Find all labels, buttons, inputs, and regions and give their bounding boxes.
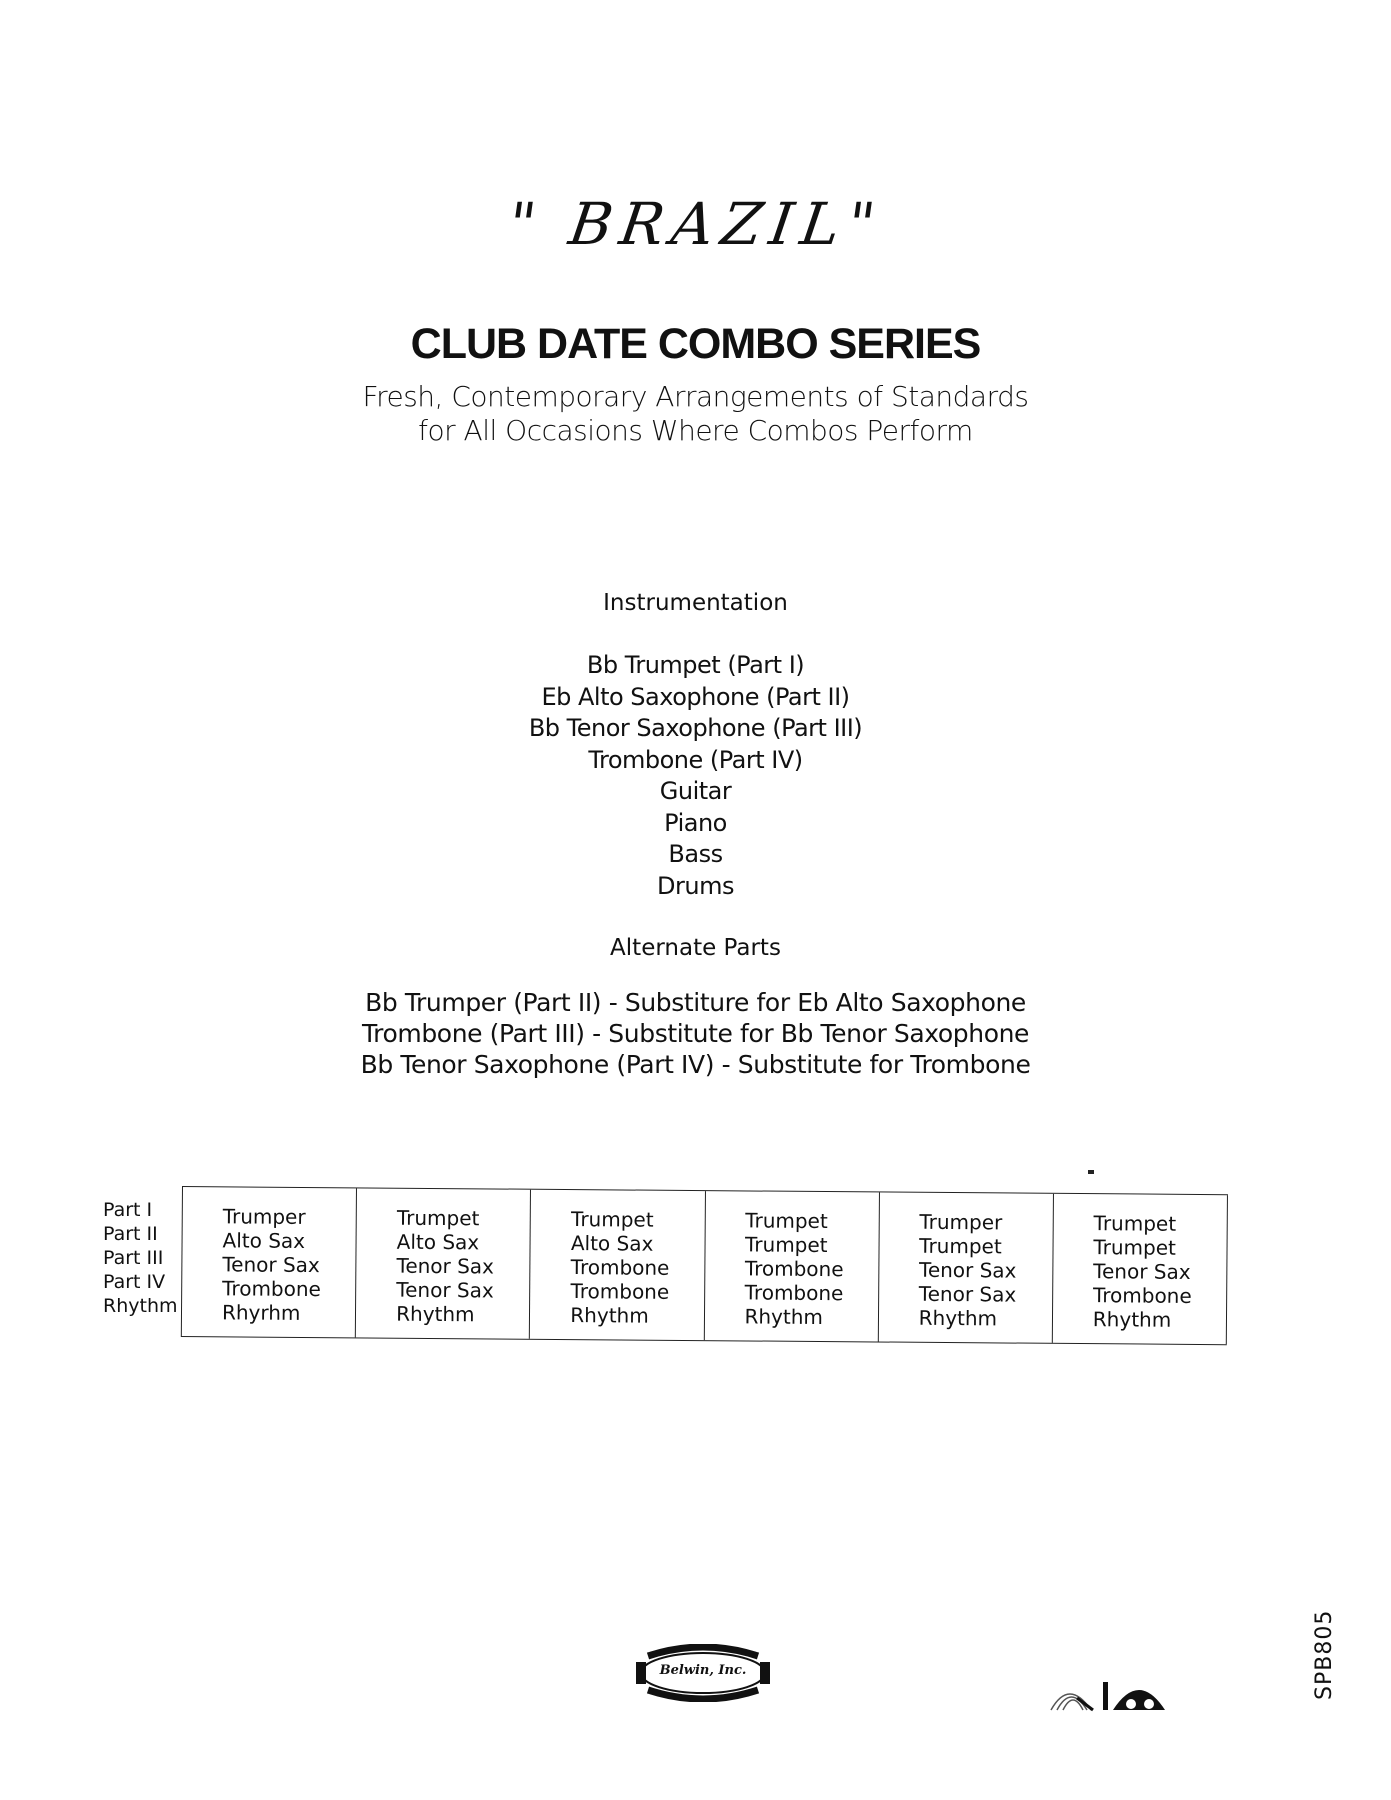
table-cell: Rhythm (918, 1305, 998, 1331)
alternate-parts-list (0, 987, 1391, 1080)
combo-column (877, 1192, 1052, 1342)
table-cell: Rhythm (570, 1303, 649, 1328)
combo-column (355, 1188, 530, 1338)
table-cell: Rhyrhm (221, 1300, 301, 1325)
instrument-item: Trombone (Part IV) (588, 745, 803, 774)
alternate-parts-heading: Alternate Parts (610, 935, 781, 961)
table-cell: Trombone (1092, 1283, 1192, 1308)
table-cell: Trumper (919, 1209, 1003, 1235)
combo-row-labels (103, 1198, 178, 1318)
table-cell: Trombone (744, 1280, 844, 1306)
table-cell: Trombone (570, 1255, 670, 1280)
row-label: Part II (103, 1223, 158, 1245)
table-cell: Trumpet (396, 1205, 480, 1231)
table-cell: Tenor Sax (918, 1281, 1017, 1307)
table-cell: Alto Sax (396, 1229, 480, 1255)
song-title: " BRAZIL" (503, 190, 888, 258)
stray-mark (1088, 1170, 1094, 1174)
table-cell: Tenor Sax (396, 1253, 495, 1279)
table-cell: Trumpet (571, 1207, 654, 1232)
table-cell: Tenor Sax (1093, 1259, 1191, 1284)
instrument-item: Bass (668, 840, 723, 868)
instrument-item: Bb Trumpet (Part I) (586, 651, 805, 679)
table-cell: Trombone (744, 1256, 844, 1282)
table-cell: Tenor Sax (396, 1277, 494, 1303)
instrument-item: Eb Alto Saxophone (Part II) (541, 682, 850, 711)
instrument-item: Guitar (659, 777, 732, 805)
table-cell: Trombone (570, 1279, 670, 1304)
belwin-logo-text: Belwin, Inc. (659, 1663, 747, 1678)
table-cell: Rhythm (396, 1301, 475, 1327)
table-cell: Trumpet (919, 1233, 1002, 1259)
alternate-part-item: Bb Tenor Saxophone (Part IV) - Substitute for Trombone (360, 1050, 1031, 1079)
instrumentation-list (0, 650, 1391, 902)
table-cell: Trumpet (1093, 1211, 1177, 1236)
combo-column (181, 1187, 356, 1337)
alternate-part-item: Trombone (Part III) - Substitute for Bb Tenor Saxophone (361, 1019, 1030, 1048)
table-cell: Trombone (222, 1276, 321, 1302)
table-cell: Trumpet (745, 1208, 828, 1234)
series-title: CLUB DATE COMBO SERIES (410, 320, 981, 368)
row-label: Rhythm (103, 1295, 178, 1317)
table-cell: Tenor Sax (918, 1257, 1017, 1283)
series-subtitle (0, 380, 1391, 448)
subtitle-line: for All Occasions Where Combos Perform (418, 414, 973, 447)
instrumentation-heading: Instrumentation (603, 590, 788, 616)
alternate-part-item: Bb Trumper (Part II) - Substiture for Eb Alto Saxophone (365, 988, 1026, 1017)
publisher-emblem (1047, 1668, 1187, 1712)
table-cell: Alto Sax (570, 1231, 654, 1256)
row-label: Part I (103, 1199, 153, 1221)
catalog-number: SPB805 (1312, 1609, 1337, 1700)
instrument-item: Bb Tenor Saxophone (Part III) (528, 714, 863, 742)
instrument-item: Drums (657, 871, 734, 900)
subtitle-line: Fresh, Contemporary Arrangements of Standards (362, 380, 1029, 413)
table-cell: Alto Sax (222, 1228, 306, 1253)
table-cell: Trumpet (744, 1232, 828, 1258)
combo-column (703, 1191, 878, 1341)
combo-column (529, 1190, 704, 1340)
table-cell: Rhythm (744, 1304, 824, 1330)
row-label: Part III (103, 1247, 164, 1269)
table-cell: Trumper (222, 1204, 306, 1229)
combo-table (181, 1186, 1228, 1345)
row-label: Part IV (103, 1271, 166, 1293)
table-cell: Tenor Sax (222, 1252, 320, 1278)
instrument-item: Piano (664, 808, 727, 837)
table-cell: Trumpet (1093, 1235, 1176, 1260)
table-cell: Rhythm (1092, 1307, 1172, 1332)
combo-column (1052, 1194, 1228, 1344)
